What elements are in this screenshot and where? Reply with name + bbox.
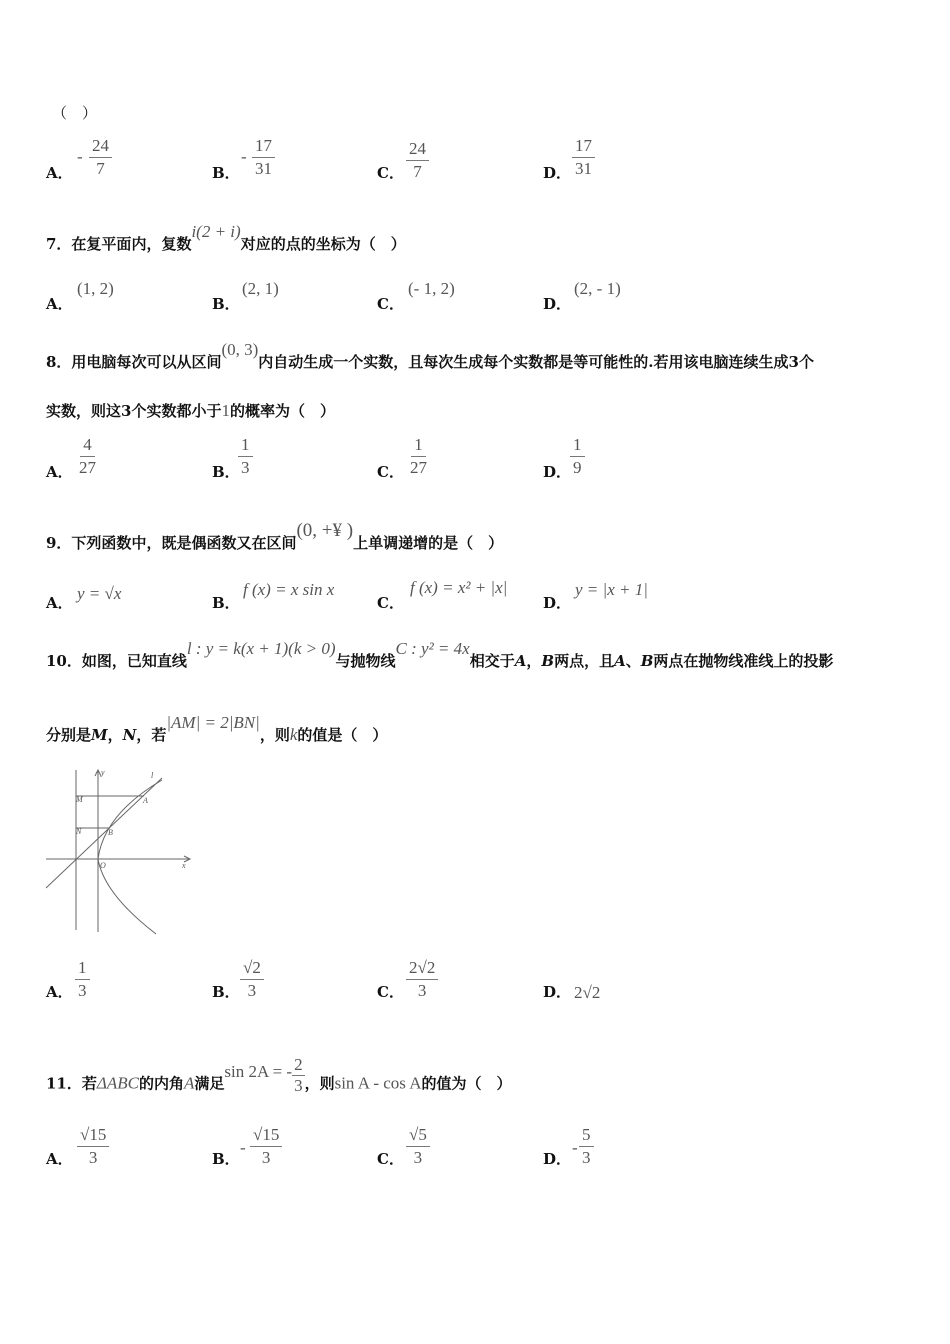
fig-label-b: B [108, 828, 113, 837]
q11-option-b-label: B． [212, 1150, 240, 1168]
q10-option-d-label: D． [543, 983, 572, 1001]
q11-angle-a: A [183, 1073, 195, 1093]
q7-option-a-value: (1, 2) [77, 279, 114, 298]
numerator: 17 [252, 135, 275, 158]
q10-line2-d: 的值是（ ） [297, 726, 388, 744]
q9-suffix: 上单调递增的是（ ） [353, 534, 504, 552]
numerator: 1 [75, 957, 90, 980]
numerator: 5 [579, 1124, 594, 1147]
q11-option-b-fraction [250, 1124, 282, 1169]
q10-parabola-equation: C : y² = 4x [395, 639, 470, 658]
q10-option-c-fraction [406, 957, 438, 1002]
q6-option-b-fraction [252, 135, 275, 180]
q10-option-c-label: C． [377, 983, 404, 1001]
q10-tail: 两点在抛物线准线上的投影 [653, 652, 834, 670]
denominator: 3 [247, 981, 257, 1000]
q8-suffix: 内自动生成一个实数，且每次生成每个实数都是等可能性的.若用该电脑连续生成 [258, 353, 789, 371]
q10-mid3: 两点，且 [554, 652, 615, 670]
q11-option-b-sign: - [240, 1138, 246, 1157]
q9-option-c-label: C． [377, 594, 404, 612]
q6-option-b-label: B． [212, 164, 240, 182]
q11-option-d-label: D． [543, 1150, 572, 1168]
fig-label-a: A [143, 796, 148, 805]
q11-triangle: ΔABC [96, 1073, 139, 1093]
q7-option-b-label: B． [212, 295, 240, 313]
q6-option-d-label: D． [543, 164, 572, 182]
q11-option-d-sign: - [572, 1138, 578, 1157]
q10-point-n: N [122, 726, 137, 744]
q8-option-a-fraction [76, 434, 99, 479]
q6-option-a-fraction [89, 135, 112, 180]
q8-option-c-fraction [407, 434, 430, 479]
q10-point-a: A [514, 652, 527, 670]
denominator: 3 [241, 458, 250, 477]
q8-option-c-label: C． [377, 463, 404, 481]
fig-label-m: M [76, 795, 83, 804]
q8-line2-a: 实数，则这 [46, 402, 122, 420]
q8-option-d-fraction [570, 434, 585, 479]
q8-count: 3 [788, 353, 799, 371]
q10-point-a2: A [614, 652, 626, 670]
denominator: 3 [294, 1076, 303, 1095]
q7-option-c-value: (- 1, 2) [408, 279, 455, 298]
q9-option-c-value: f (x) = x² + |x| [410, 578, 508, 597]
q10-point-m: M [91, 726, 108, 744]
q6-option-c-label: C． [377, 164, 404, 182]
q8-measure-word: 个 [798, 353, 814, 371]
denominator: 3 [78, 981, 87, 1000]
denominator: 27 [410, 458, 427, 477]
q11-prefix: 11．若 [46, 1074, 97, 1093]
q10-k: k [289, 725, 298, 744]
numerator: 24 [406, 138, 429, 161]
q10-dun: 、 [625, 652, 641, 670]
q10-point-b2: B [640, 652, 654, 670]
q6-option-a-sign: - [77, 147, 83, 166]
q11-option-c-label: C． [377, 1150, 404, 1168]
q11-mid1: 的内角 [138, 1074, 184, 1093]
numerator: 2√2 [406, 957, 438, 980]
q6-answer-paren: （ ） [52, 104, 98, 122]
numerator: 2 [294, 1055, 303, 1074]
q9-option-a-value: y = √x [77, 584, 122, 603]
q9-option-d-value: y = |x + 1| [575, 580, 648, 599]
q7-expression: i(2 + i) [191, 222, 241, 241]
q7-option-c-label: C． [377, 295, 404, 313]
q6-option-a-label: A． [46, 164, 73, 182]
q8-stem-line2 [46, 400, 335, 421]
q10-figure [44, 764, 194, 936]
q6-option-b-sign: - [241, 147, 247, 166]
q6-option-c-fraction [406, 138, 429, 183]
q10-mid2: 相交于 [469, 652, 515, 670]
q8-line2-count: 3 [121, 402, 132, 420]
numerator: √2 [240, 957, 264, 980]
q10-line-equation: l : y = k(x + 1)(k > 0) [186, 639, 336, 658]
fig-label-o: O [100, 861, 106, 870]
q7-prefix: 7．在复平面内，复数 [46, 235, 192, 253]
q11-mid2: 满足 [194, 1074, 225, 1093]
q9-interval: (0, +¥ ) [296, 520, 354, 541]
fig-label-l: l [151, 771, 154, 780]
q8-line2-c: 的概率为（ ） [229, 402, 335, 420]
q7-option-d-value: (2, - 1) [574, 279, 621, 298]
q10-line2-a: 分别是 [46, 726, 92, 744]
q9-prefix: 9．下列函数中，既是偶函数又在区间 [46, 534, 297, 552]
q11-option-d-fraction [579, 1124, 594, 1169]
q10-prefix: 10．如图，已知直线 [46, 652, 187, 670]
denominator: 3 [417, 981, 427, 1000]
q9-option-b-value: f (x) = x sin x [243, 580, 335, 599]
denominator: 7 [413, 162, 422, 181]
q11-expression: sin A - cos A [334, 1073, 422, 1093]
q8-prefix: 8．用电脑每次可以从区间 [46, 353, 222, 371]
numerator: √15 [77, 1124, 109, 1147]
q11-option-a-label: A． [46, 1150, 73, 1168]
denominator: 7 [96, 159, 105, 178]
q10-line2-b: ，若 [136, 726, 167, 744]
numerator: √15 [250, 1124, 282, 1147]
fig-label-n: N [76, 827, 82, 836]
q11-tail: 的值为（ ） [421, 1074, 512, 1093]
q7-option-a-label: A． [46, 295, 73, 313]
q10-option-b-label: B． [212, 983, 240, 1001]
q10-line2-c: ，则 [259, 726, 290, 744]
q10-option-a-fraction [75, 957, 90, 1002]
q8-line2-b: 个实数都小于 [131, 402, 222, 420]
q8-option-b-label: B． [212, 463, 240, 481]
numerator: 1 [238, 434, 253, 457]
q10-option-d-value: 2√2 [574, 983, 601, 1002]
q11-option-c-fraction [406, 1124, 430, 1169]
q8-threshold: 1 [221, 401, 230, 420]
numerator: 17 [572, 135, 595, 158]
q10-stem-line2 [46, 713, 388, 745]
numerator: 1 [570, 434, 585, 457]
q8-option-b-fraction [238, 434, 253, 479]
q8-interval: (0, 3) [221, 340, 259, 359]
q7-stem [46, 222, 406, 254]
q9-option-d-label: D． [543, 594, 572, 612]
line-l [46, 778, 162, 888]
denominator: 9 [573, 458, 582, 477]
numerator: 24 [89, 135, 112, 158]
q10-point-b: B [541, 652, 555, 670]
numerator: √5 [406, 1124, 430, 1147]
q10-mid1: 与抛物线 [335, 652, 396, 670]
fig-label-x: x [182, 861, 186, 870]
denominator: 31 [255, 159, 272, 178]
q10-comma: ， [526, 652, 542, 670]
q9-option-b-label: B． [212, 594, 240, 612]
denominator: 3 [261, 1148, 271, 1167]
q10-stem-line1 [46, 639, 834, 671]
q11-condition-fraction [292, 1055, 305, 1096]
q8-option-a-label: A． [46, 463, 73, 481]
q6-option-d-fraction [572, 135, 595, 180]
q9-stem [46, 520, 504, 554]
denominator: 31 [575, 159, 592, 178]
denominator: 3 [582, 1148, 591, 1167]
q9-option-a-label: A． [46, 594, 73, 612]
q11-option-a-fraction [77, 1124, 109, 1169]
q11-mid3: ，则 [304, 1074, 335, 1093]
denominator: 27 [79, 458, 96, 477]
numerator: 1 [411, 434, 426, 457]
q10-option-b-fraction [240, 957, 264, 1002]
q8-stem-line1 [46, 340, 814, 372]
q11-condition-left: sin 2A = - [224, 1061, 293, 1081]
denominator: 3 [413, 1148, 423, 1167]
q7-suffix: 对应的点的坐标为（ ） [240, 235, 406, 253]
q10-comma2: ， [107, 726, 123, 744]
q10-option-a-label: A． [46, 983, 73, 1001]
numerator: 4 [80, 434, 95, 457]
q11-stem [46, 1055, 512, 1105]
q10-condition: |AM| = 2|BN| [166, 713, 260, 732]
parabola-curve [98, 780, 162, 934]
q7-option-b-value: (2, 1) [242, 279, 279, 298]
fig-label-y: y [101, 768, 105, 777]
q7-option-d-label: D． [543, 295, 572, 313]
denominator: 3 [88, 1148, 98, 1167]
q8-option-d-label: D． [543, 463, 572, 481]
